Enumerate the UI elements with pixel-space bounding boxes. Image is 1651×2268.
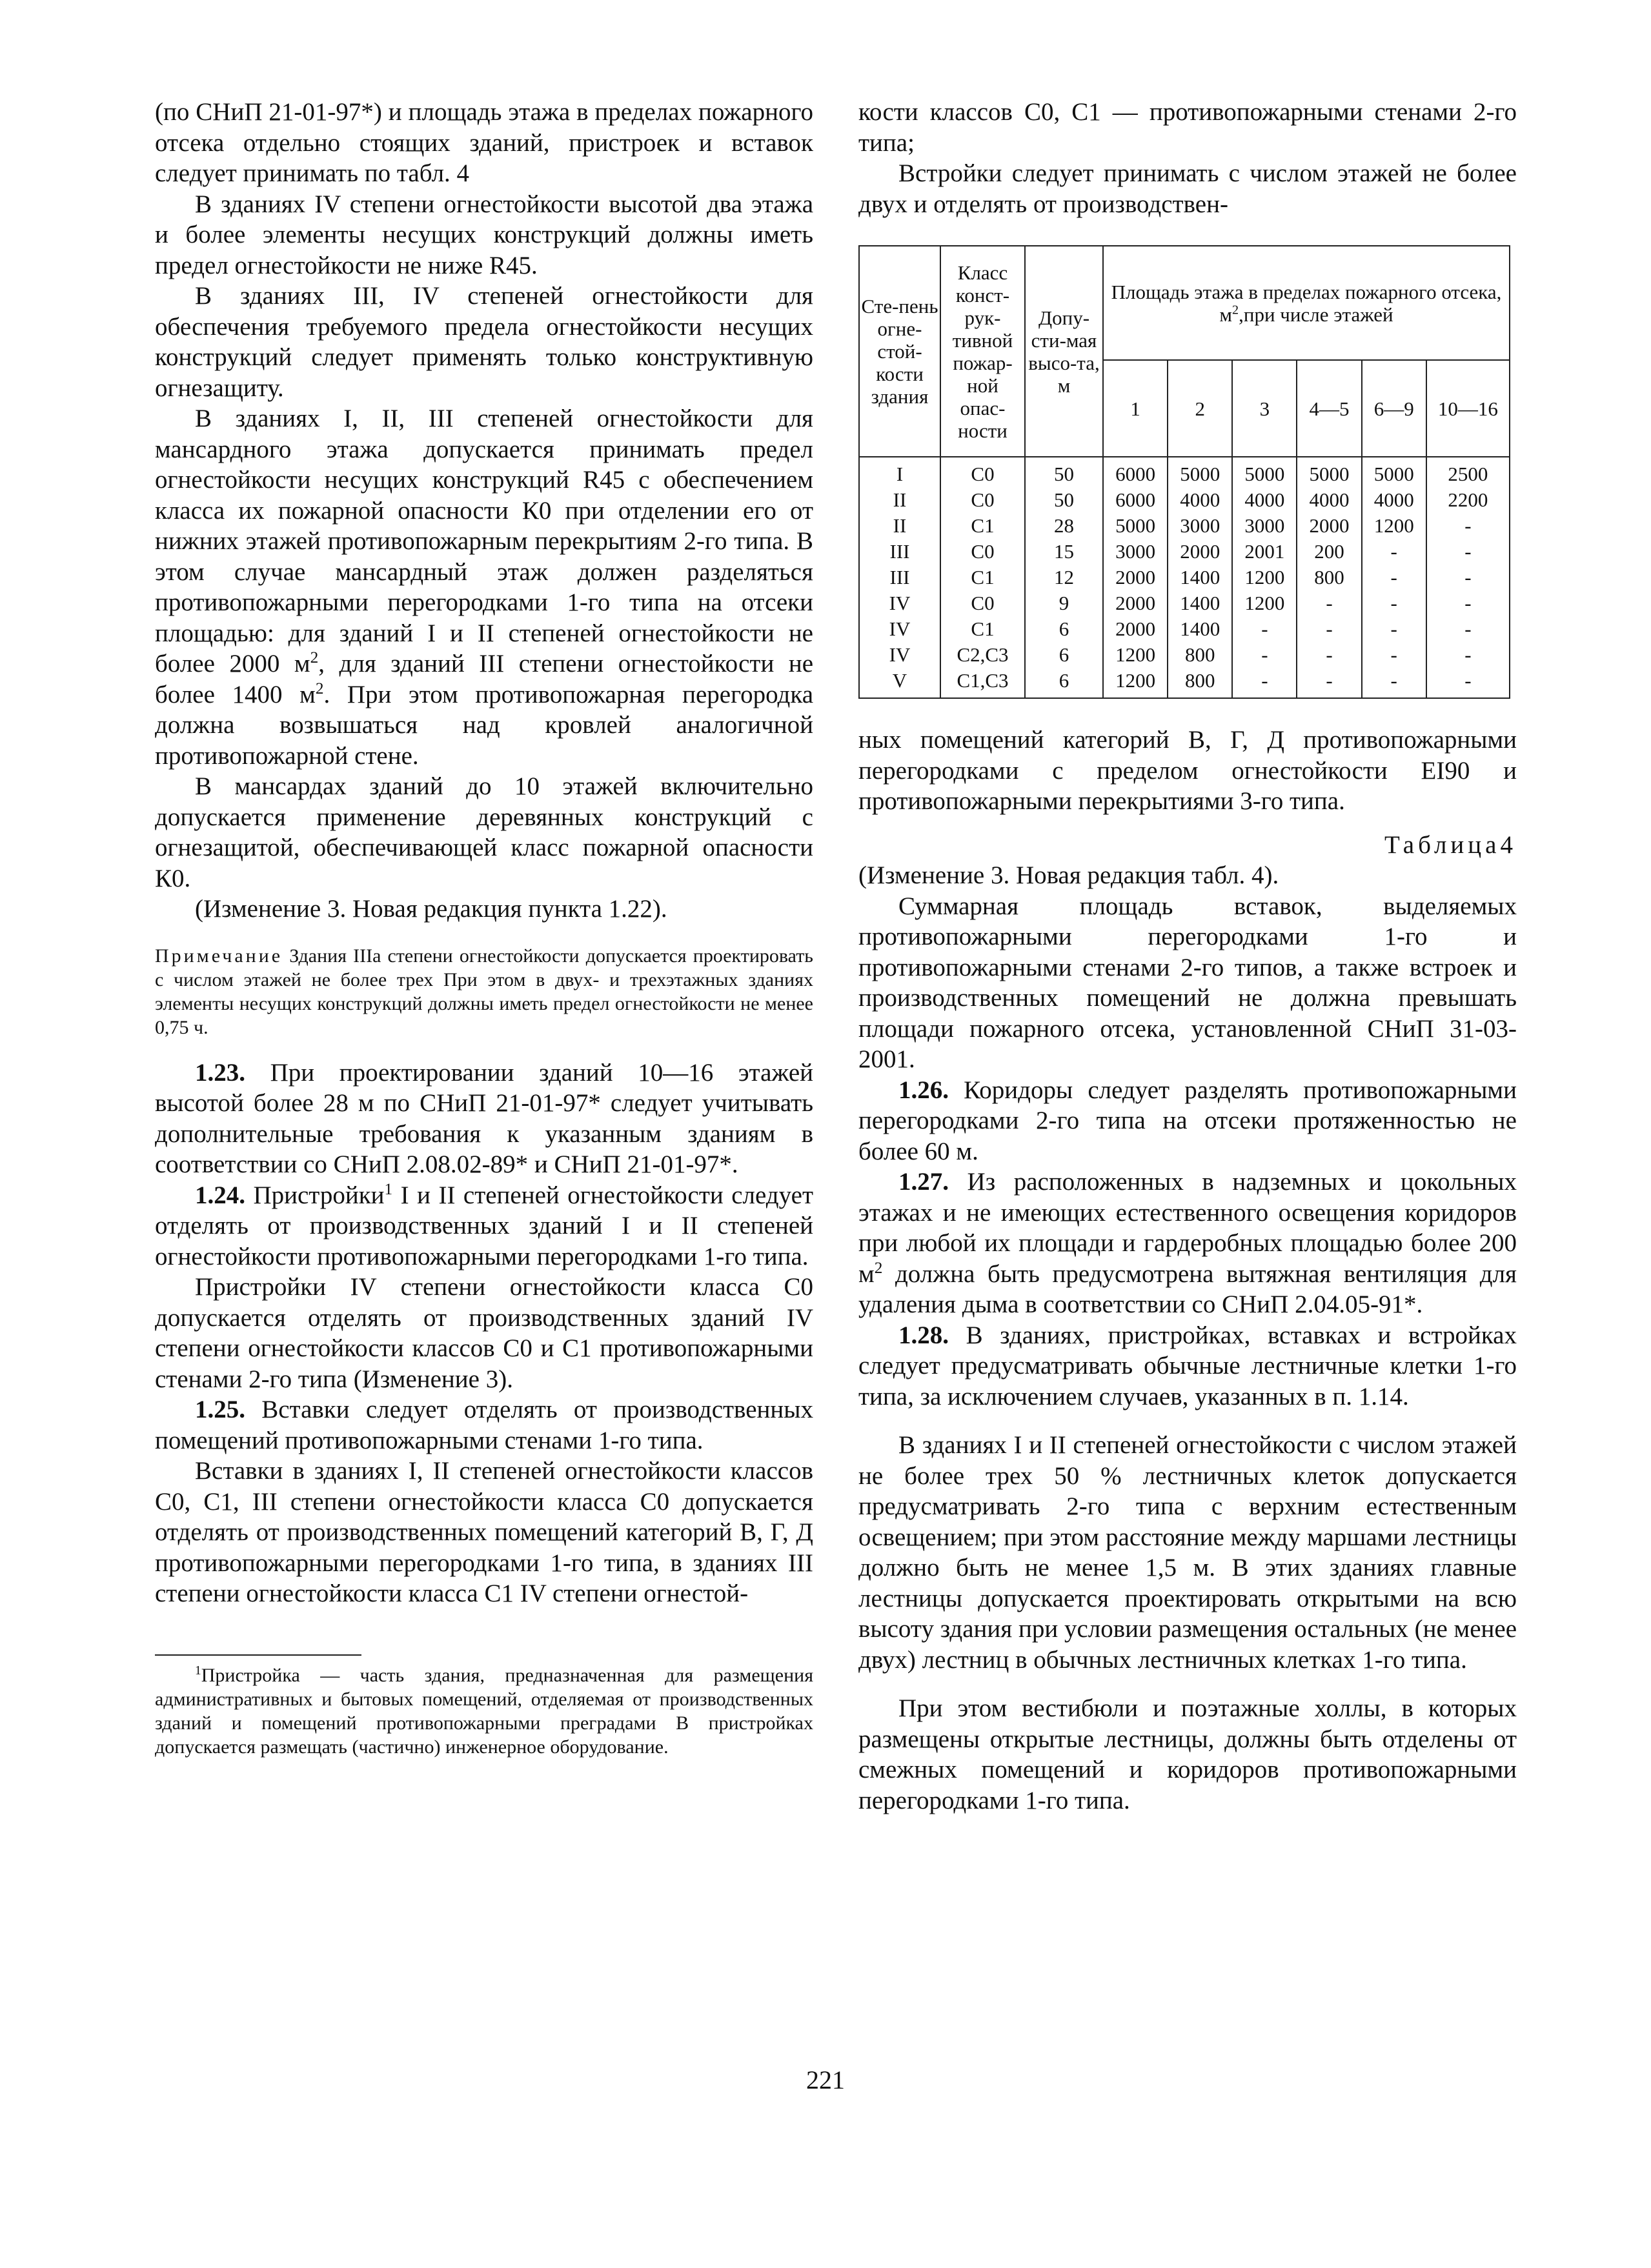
table-cell: 2000 [1297, 513, 1361, 539]
table-cell: - [1232, 616, 1297, 642]
table-cell: 50 [1025, 487, 1103, 513]
paragraph: При этом вестибюли и поэтажные холлы, в которых размещены открытые лестницы, должны быть отделены от смежных помещений и коридоров противопожарными перегородками 1-го типа. [858, 1694, 1517, 1814]
table-cell: 12 [1025, 565, 1103, 590]
table-cell: - [1362, 616, 1426, 642]
page-number: 221 [806, 2065, 845, 2094]
table-cell: 1400 [1168, 590, 1232, 616]
table-cell: С0 [940, 457, 1025, 487]
table-cell: - [1297, 642, 1361, 668]
paragraph: Суммарная площадь вставок, выделяемых противопожарными перегородками 1-го и противопожарными стенами 2-го типов, а также встроек и производственных помещений не должна превышать площади пожарного отсека, установленной СНиП 31-03-2001. [858, 892, 1517, 1073]
table-cell: - [1232, 642, 1297, 668]
paragraph: Пристройки IV степени огнестойкости класса С0 допускается отделять от производственных зданий IV степени огнестойкости классов С0 и С1 противопожарными стенами 2-го типа (Изменение 3). [155, 1273, 813, 1393]
table-cell: 1400 [1168, 565, 1232, 590]
table-cell: IV [859, 616, 940, 642]
table-cell: С1 [940, 513, 1025, 539]
table-cell: 6000 [1103, 457, 1168, 487]
clause-1-23: 1.23. При проектировании зданий 10—16 этажей высотой более 28 м по СНиП 21-01-97* следует учитывать дополнительные требования к указанным зданиям в соответствии со СНиП 2.08.02-89* и СНиП 21-01-97*. [155, 1058, 813, 1178]
table-cell: С1,С3 [940, 668, 1025, 698]
table-cell: 2000 [1103, 590, 1168, 616]
table-cell: - [1426, 513, 1510, 539]
note-label: Примечание [155, 945, 283, 967]
table-cell: 1400 [1168, 616, 1232, 642]
floor-header: 2 [1168, 360, 1232, 457]
table-4 [858, 245, 1510, 699]
table-cell: - [1362, 565, 1426, 590]
paragraph: (Изменение 3. Новая редакция табл. 4). [858, 861, 1279, 889]
header-area: Площадь этажа в пределах пожарного отсека, $м^2,при$ числе этажей [1103, 246, 1510, 360]
clause-1-27: 1.27. Из расположенных в надземных и цокольных этажах и не имеющих естественного освещения коридоров при любой их площади и гардеробных площадью более 200 $м^2$ должна быть предусмотрена вытяжная вентиляция для удаления дыма в соответствии со СНиП 2.04.05-91*. [858, 1168, 1517, 1318]
floor-header: 6—9 [1362, 360, 1426, 457]
table-cell: V [859, 668, 940, 698]
footnote-divider [155, 1654, 361, 1656]
table-cell: - [1297, 668, 1361, 698]
paragraph-attic: В зданиях I, II, III степеней огнестойкости для мансардного этажа допускается принимать предел огнестойкости несущих конструкций R45 с обеспечением класса их пожарной опасности К0 при отделении его от нижних этажей противопожарным перекрытиям 2-го типа. В этом случае мансардный этаж должен разделяться противопожарными перегородками 1-го типа на отсеки площадью: для зданий I и II степеней огнестойкости не более 2000 $м^2$, для зданий III степени огнестойкости не более 1400 $м^2$. При этом противопожарная перегородка должна возвышаться над кровлей аналогичной противопожарной стене. [155, 405, 814, 770]
table-cell: - [1297, 616, 1361, 642]
paragraph: В зданиях III, IV степеней огнестойкости для обеспечения требуемого предела огнестойкости несущих конструкций следует применять только конструктивную огнезащиту. [155, 282, 813, 402]
table-cell: 800 [1168, 668, 1232, 698]
paragraph: Вставки в зданиях I, II степеней огнестойкости классов С0, С1, III степени огнестойкости класса С0 допускается отделять от производственных помещений категорий В, Г, Д противопожарными перегородками 1-го типа, в зданиях III степени огнестойкости класса С1 IV степени огнестой- [155, 1457, 813, 1607]
table-cell: 1200 [1362, 513, 1426, 539]
table-cell: 5000 [1168, 457, 1232, 487]
table-cell: 4000 [1362, 487, 1426, 513]
table-cell: 4000 [1168, 487, 1232, 513]
table-cell: 2001 [1232, 539, 1297, 565]
table-cell: 2000 [1168, 539, 1232, 565]
table-cell: - [1362, 642, 1426, 668]
table-cell: 6 [1025, 616, 1103, 642]
table-cell: - [1426, 616, 1510, 642]
floor-header: 1 [1103, 360, 1168, 457]
table-cell: 6 [1025, 642, 1103, 668]
table-cell: 6 [1025, 668, 1103, 698]
table-cell: - [1232, 668, 1297, 698]
table-row [859, 616, 1510, 642]
table-cell: 1200 [1103, 668, 1168, 698]
table-cell: 2000 [1103, 616, 1168, 642]
table-row [859, 513, 1510, 539]
table-cell: 3000 [1168, 513, 1232, 539]
table-cell: II [859, 487, 940, 513]
table-cell: I [859, 457, 940, 487]
paragraph: кости классов С0, С1 — противопожарными стенами 2-го типа; [858, 98, 1517, 157]
table-cell: 28 [1025, 513, 1103, 539]
header-degree: Сте-пень огне-стой-кости здания [859, 246, 940, 457]
clause-1-25: 1.25. Вставки следует отделять от производственных помещений противопожарными стенами 1-го типа. [155, 1396, 813, 1454]
table-cell: 4000 [1297, 487, 1361, 513]
header-height: Допу-сти-мая высо-та, м [1025, 246, 1103, 457]
table-cell: 3000 [1232, 513, 1297, 539]
paragraph: Встройки следует принимать с числом этажей не более двух и отделять от производствен- [858, 159, 1517, 218]
table-row [859, 642, 1510, 668]
table-cell: 4000 [1232, 487, 1297, 513]
table-cell: IV [859, 590, 940, 616]
paragraph: ных помещений категорий В, Г, Д противопожарными перегородками с пределом огнестойкости EI90 и противопожарными перекрытиями 3-го типа. [858, 726, 1517, 815]
table-cell: С0 [940, 487, 1025, 513]
table-row [859, 565, 1510, 590]
table-cell: С0 [940, 590, 1025, 616]
table-cell: 800 [1297, 565, 1361, 590]
clause-1-28: 1.28. В зданиях, пристройках, вставках и встройках следует предусматривать обычные лестничные клетки 1-го типа, за исключением случаев, указанных в п. 1.14. [858, 1321, 1517, 1410]
table-cell: - [1426, 642, 1510, 668]
floor-header: 3 [1232, 360, 1297, 457]
clause-1-24: 1.24. Пристройки$^1$ I и II степеней огнестойкости следует отделять от производственных зданий I и II степеней огнестойкости противопожарными перегородками 1-го типа. [155, 1179, 813, 1270]
table-row [859, 539, 1510, 565]
table-cell: 2000 [1103, 565, 1168, 590]
table-cell: II [859, 513, 940, 539]
paragraph: В зданиях IV степени огнестойкости высотой два этажа и более элементы несущих конструкций должны иметь предел огнестойкости не ниже R45. [155, 190, 813, 279]
floor-header: 10—16 [1426, 360, 1510, 457]
table-caption: Таблица4 [1384, 830, 1517, 859]
table-cell: III [859, 565, 940, 590]
table-cell: С0 [940, 539, 1025, 565]
table-cell: 5000 [1232, 457, 1297, 487]
table-cell: 1200 [1103, 642, 1168, 668]
table-cell: С2,С3 [940, 642, 1025, 668]
table-cell: - [1426, 565, 1510, 590]
table-row [859, 590, 1510, 616]
table-cell: 3000 [1103, 539, 1168, 565]
clause-1-26: 1.26. Коридоры следует разделять противопожарными перегородками 2-го типа на отсеки протяженностью не более 60 м. [858, 1076, 1517, 1165]
table-cell: 2200 [1426, 487, 1510, 513]
header-class: Класс конст-рук-тивной пожар-ной опас-ности [940, 246, 1025, 457]
table-cell: - [1426, 590, 1510, 616]
table-cell: 5000 [1362, 457, 1426, 487]
table-cell: - [1362, 668, 1426, 698]
table-row [859, 457, 1510, 487]
floor-header: 4—5 [1297, 360, 1361, 457]
table-cell: - [1297, 590, 1361, 616]
paragraph: В мансардах зданий до 10 этажей включительно допускается применение деревянных конструкций с огнезащитой, обеспечивающей класс пожарной опасности К0. [155, 772, 813, 892]
table-row [859, 668, 1510, 698]
table-cell: 6000 [1103, 487, 1168, 513]
table-cell: 1200 [1232, 565, 1297, 590]
table-cell: - [1362, 590, 1426, 616]
footnote: $^1$Пристройка — часть здания, предназначенная для размещения административных и бытовых помещений, отделяемая от производственных зданий и помещений противопожарными преградами В пристройках допускается размещать (частично) инженерное оборудование. [155, 1663, 813, 1758]
table-cell: 2500 [1426, 457, 1510, 487]
table-cell: 15 [1025, 539, 1103, 565]
table-cell: 5000 [1103, 513, 1168, 539]
table-cell: 200 [1297, 539, 1361, 565]
table-cell: - [1426, 668, 1510, 698]
note: Примечание Здания IIIa степени огнестойкости допускается проектировать с числом этажей не более трех При этом в двух- и трехэтажных зданиях элементы несущих конструкций должны иметь предел огнестойкости не менее 0,75 ч. [155, 945, 813, 1038]
table-cell: 800 [1168, 642, 1232, 668]
left-column [155, 97, 813, 1759]
paragraph: В зданиях I и II степеней огнестойкости с числом этажей не более трех 50 % лестничных клеток допускается предусматривать 2-го типа с верхним естественным освещением; при этом расстояние между маршами лестницы должно быть не менее 1,5 м. В этих зданиях главные лестницы допускается проектировать открытыми на всю высоту здания при условии размещения остальных (не менее двух) лестниц в обычных лестничных клетках 1-го типа. [858, 1431, 1517, 1674]
table-cell: - [1362, 539, 1426, 565]
table-cell: 5000 [1297, 457, 1361, 487]
table-cell: С1 [940, 616, 1025, 642]
table-cell: III [859, 539, 940, 565]
paragraph: (Изменение 3. Новая редакция пункта 1.22). [195, 895, 667, 923]
table-cell: IV [859, 642, 940, 668]
table-cell: 1200 [1232, 590, 1297, 616]
table-cell: С1 [940, 565, 1025, 590]
table-cell: 9 [1025, 590, 1103, 616]
table-row [859, 487, 1510, 513]
table-cell: 50 [1025, 457, 1103, 487]
table-cell: - [1426, 539, 1510, 565]
paragraph: (по СНиП 21-01-97*) и площадь этажа в пределах пожарного отсека отдельно стоящих зданий, пристроек и вставок следует принимать по табл. 4 [155, 98, 813, 187]
right-column [858, 97, 1517, 1816]
